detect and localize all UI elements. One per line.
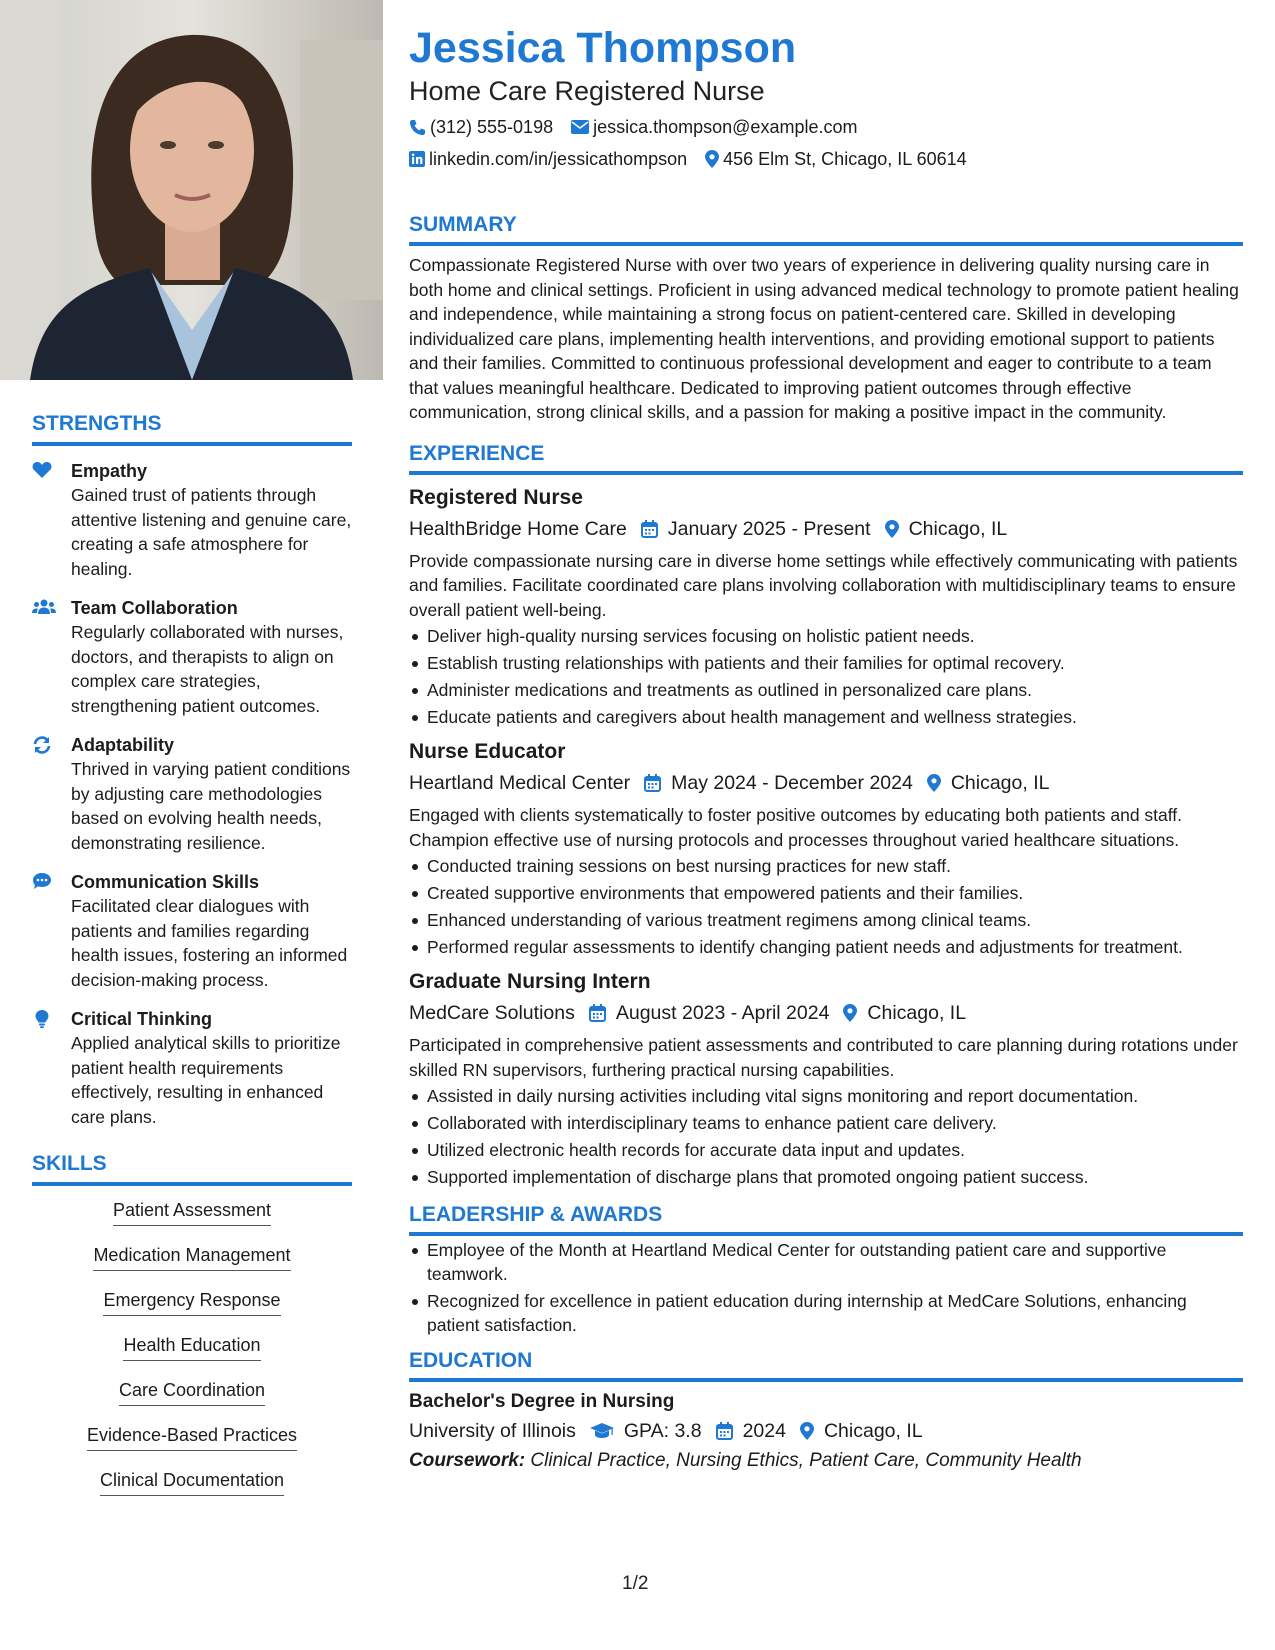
strength-name: Team Collaboration — [71, 598, 238, 618]
bullet-item: Collaborated with interdisciplinary teams to enhance patient care delivery. — [409, 1111, 1243, 1135]
bullet-item: Created supportive environments that empowered patients and their families. — [409, 881, 1243, 905]
company-name: Heartland Medical Center — [409, 772, 631, 794]
strength-desc: Applied analytical skills to prioritize patient health requirements effectively, resulting in enhanced care plans. — [71, 1033, 341, 1127]
strength-desc: Facilitated clear dialogues with patients and families regarding health issues, fostering an informed decision-making process. — [71, 896, 348, 990]
skill-tag: Evidence-Based Practices — [87, 1423, 297, 1451]
summary-text: Compassionate Registered Nurse with over two years of experience in delivering quality nursing care in both home and clinical settings. Proficient in using advanced medical technology to promote patient healing and independence, while maintaining a strong focus on patient-centered care. Skilled in developing individualized care plans, implementing health interventions, and providing emotional support to patients and their families. Committed to continuous professional development and eager to contribute to a team that values meaningful healthcare. Dedicated to improving patient outcomes through effective communication, strong clinical skills, and a passion for making a positive impact in the community. — [409, 255, 1239, 422]
leadership-heading: LEADERSHIP & AWARDS — [409, 1203, 1243, 1236]
degree-title: Bachelor's Degree in Nursing — [409, 1391, 675, 1412]
linkedin-text: linkedin.com/in/jessicathompson — [429, 149, 688, 169]
bullet-item: Supported implementation of discharge plans that promoted ongoing patient success. — [409, 1165, 1243, 1189]
education-location: Chicago, IL — [823, 1420, 923, 1442]
job-dates: August 2023 - April 2024 — [615, 1002, 830, 1024]
calendar-icon — [641, 520, 658, 538]
strength-name: Empathy — [71, 461, 148, 481]
job-meta — [409, 769, 1243, 797]
page-number: 1/2 — [622, 1573, 649, 1594]
skill-tag: Care Coordination — [119, 1378, 265, 1406]
skill-tag: Patient Assessment — [113, 1198, 271, 1226]
job-meta — [409, 515, 1243, 543]
bullet-item: Performed regular assessments to identify changing patient needs and adjustments for treatment. — [409, 935, 1243, 959]
job-description: Participated in comprehensive patient assessments and contributed to care planning during rotations under skilled RN supervisors, furthering practical nursing capabilities. — [409, 1035, 1238, 1080]
calendar-icon — [589, 1004, 606, 1022]
email-contact[interactable] — [571, 115, 857, 139]
strength-desc: Gained trust of patients through attentive listening and genuine care, creating a safe atmosphere for healing. — [71, 485, 352, 579]
job-bullets — [409, 854, 1243, 959]
job-entry — [409, 484, 1243, 730]
bullet-item: Administer medications and treatments as outlined in personalized care plans. — [409, 678, 1243, 702]
bullet-item: Enhanced understanding of various treatment regimens among clinical teams. — [409, 908, 1243, 932]
strength-name: Critical Thinking — [71, 1009, 213, 1029]
address-text: 456 Elm St, Chicago, IL 60614 — [723, 149, 967, 169]
phone-icon — [409, 119, 426, 136]
job-description: Engaged with clients systematically to foster positive outcomes by educating both patients and staff. Champion effective use of nursing protocols and processes throughout varied healthcare situations. — [409, 805, 1183, 850]
phone-text: (312) 555-0198 — [430, 117, 554, 137]
map-pin-icon — [843, 1004, 857, 1022]
experience-heading: EXPERIENCE — [409, 442, 1243, 475]
candidate-name: Jessica Thompson — [409, 24, 797, 72]
strength-item — [32, 733, 352, 855]
company-name: HealthBridge Home Care — [409, 517, 627, 540]
graduation-cap-icon — [590, 1423, 614, 1439]
company-name: MedCare Solutions — [409, 1002, 575, 1024]
bullet-item: Establish trusting relationships with patients and their families for optimal recovery. — [409, 651, 1243, 675]
profile-photo — [0, 0, 383, 380]
strength-name: Adaptability — [71, 735, 175, 755]
skill-tag: Medication Management — [93, 1243, 290, 1271]
address-contact — [705, 147, 966, 171]
bullet-item: Utilized electronic health records for accurate data input and updates. — [409, 1138, 1243, 1162]
main-content — [409, 22, 1243, 1474]
contact-row — [409, 147, 1243, 171]
job-title: Nurse Educator — [409, 740, 566, 763]
map-pin-icon — [800, 1422, 814, 1440]
job-bullets — [409, 624, 1243, 729]
job-meta — [409, 999, 1243, 1027]
strength-item — [32, 459, 352, 581]
education-heading: EDUCATION — [409, 1349, 1243, 1382]
users-icon — [32, 598, 56, 618]
job-location: Chicago, IL — [950, 772, 1050, 794]
sync-icon — [32, 735, 56, 755]
calendar-icon — [716, 1422, 733, 1440]
job-entry — [409, 968, 1243, 1189]
strength-desc: Regularly collaborated with nurses, doctors, and therapists to align on complex care strategies, strengthening patient outcomes. — [71, 622, 344, 716]
bullet-item: Conducted training sessions on best nursing practices for new staff. — [409, 854, 1243, 878]
summary-heading: SUMMARY — [409, 213, 1243, 246]
skill-tag: Clinical Documentation — [100, 1468, 284, 1496]
bullet-item: Educate patients and caregivers about health management and wellness strategies. — [409, 705, 1243, 729]
education-meta — [409, 1417, 1243, 1445]
skills-list — [32, 1198, 352, 1513]
job-title: Registered Nurse — [409, 485, 583, 509]
coursework-text: Clinical Practice, Nursing Ethics, Patient Care, Community Health — [530, 1450, 1082, 1471]
strengths-list — [32, 459, 352, 1129]
skills-heading: SKILLS — [32, 1152, 352, 1186]
linkedin-icon — [409, 151, 425, 167]
job-bullets — [409, 1084, 1243, 1189]
strength-desc: Thrived in varying patient conditions by adjusting care methodologies based on evolving health needs, demonstrating resilience. — [71, 759, 351, 853]
heart-icon — [32, 461, 56, 481]
coursework-line — [409, 1448, 1243, 1474]
job-location: Chicago, IL — [867, 1002, 967, 1024]
job-dates: January 2025 - Present — [667, 517, 871, 540]
lightbulb-icon — [32, 1009, 56, 1029]
skill-tag: Health Education — [123, 1333, 260, 1361]
job-location: Chicago, IL — [908, 517, 1008, 540]
award-item: Recognized for excellence in patient education during internship at MedCare Solutions, enhancing patient satisfaction. — [409, 1289, 1243, 1337]
linkedin-contact[interactable] — [409, 147, 687, 171]
job-description: Provide compassionate nursing care in diverse home settings while effectively communicating with patients and families. Facilitate coordinated care plans involving collaboration with multidisciplinary teams to ensure overall patient well-being. — [409, 550, 1238, 620]
bullet-item: Deliver high-quality nursing services focusing on holistic patient needs. — [409, 624, 1243, 648]
map-pin-icon — [885, 520, 899, 538]
map-pin-icon — [927, 774, 941, 792]
leadership-list — [409, 1238, 1243, 1337]
strength-item — [32, 1007, 352, 1129]
calendar-icon — [644, 774, 661, 792]
strength-item — [32, 870, 352, 992]
map-pin-icon — [705, 150, 719, 168]
skill-tag: Emergency Response — [103, 1288, 280, 1316]
phone-contact[interactable] — [409, 115, 553, 139]
envelope-icon — [571, 120, 589, 134]
graduation-year: 2024 — [742, 1420, 786, 1442]
strength-name: Communication Skills — [71, 872, 260, 892]
sidebar — [32, 412, 352, 1513]
strengths-heading: STRENGTHS — [32, 412, 352, 446]
school-name: University of Illinois — [409, 1420, 576, 1442]
award-item: Employee of the Month at Heartland Medical Center for outstanding patient care and supportive teamwork. — [409, 1238, 1243, 1286]
bullet-item: Assisted in daily nursing activities including vital signs monitoring and report documentation. — [409, 1084, 1243, 1108]
strength-item — [32, 596, 352, 718]
chat-icon — [32, 872, 56, 892]
job-title: Graduate Nursing Intern — [409, 970, 651, 993]
contact-row — [409, 115, 1243, 139]
coursework-label: Coursework: — [409, 1450, 526, 1471]
job-dates: May 2024 - December 2024 — [671, 772, 913, 794]
candidate-title: Home Care Registered Nurse — [409, 76, 765, 106]
email-text: jessica.thompson@example.com — [593, 117, 858, 137]
job-entry — [409, 738, 1243, 959]
gpa-text: GPA: 3.8 — [623, 1420, 702, 1442]
